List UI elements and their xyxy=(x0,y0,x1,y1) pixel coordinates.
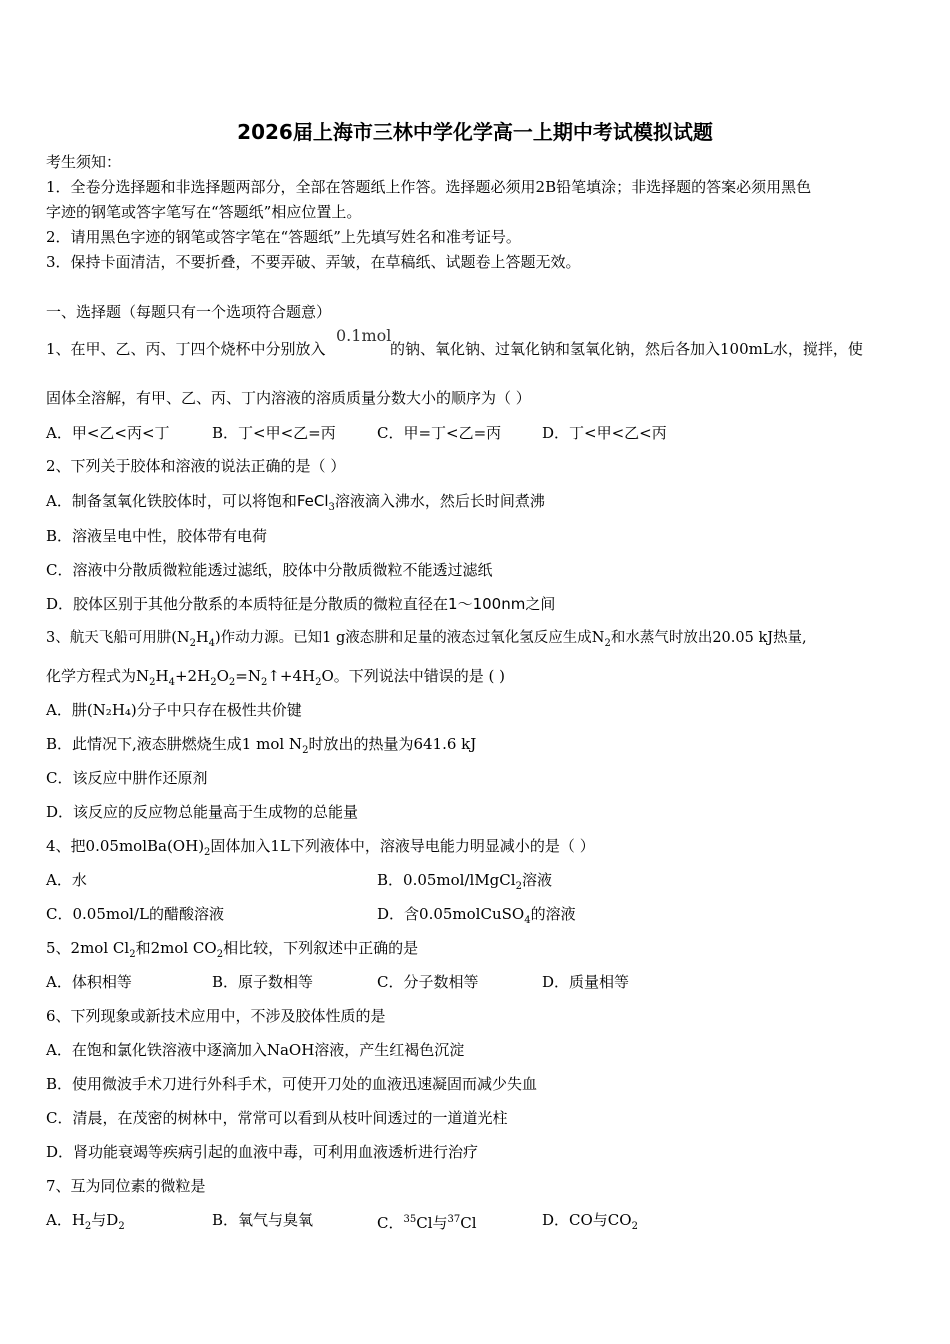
q3-eq-sub6: 2 xyxy=(315,677,322,688)
q4-stem-t1: 4、把0.05molBa(OH) xyxy=(46,837,205,855)
q4-stem-t2: 固体加入1L下列液体中，溶液导电能力明显减小的是（ ） xyxy=(210,837,595,855)
notice-item-1-cont: 字迹的钢笔或答字笔写在“答题纸”相应位置上。 xyxy=(46,203,362,221)
q2-option-a-subscript: 3 xyxy=(328,502,335,513)
q4-option-c: C．0.05mol/L的醋酸溶液 xyxy=(46,905,224,923)
q7-option-a xyxy=(46,1210,125,1237)
q1-stem-cont: 固体全溶解，有甲、乙、丙、丁内溶液的溶质质量分数大小的顺序为（ ） xyxy=(46,389,531,407)
q3-eq-t6: ↑+4H xyxy=(267,667,316,685)
q3-eq-sub5: 2 xyxy=(260,677,268,688)
q7-stem: 7、互为同位素的微粒是 xyxy=(46,1177,206,1195)
q3-eq-t5: =N xyxy=(235,667,261,685)
q1-stem-end: 的钠、氧化钠、过氧化钠和氢氧化钠，然后各加入100mL水，搅拌，使 xyxy=(390,340,863,358)
q3-stem-t1: 3、航天飞船可用肼(N xyxy=(46,630,190,646)
q7-option-c-end: Cl xyxy=(460,1214,477,1232)
q6-option-a: A．在饱和氯化铁溶液中逐滴加入NaOH溶液，产生红褐色沉淀 xyxy=(46,1041,465,1059)
q5-option-c: C．分子数相等 xyxy=(377,973,479,991)
q4-option-a: A．水 xyxy=(46,871,87,889)
q7-option-b: B．氧气与臭氧 xyxy=(212,1211,314,1229)
q4-option-b-t1: B．0.05mol/lMgCl xyxy=(377,871,516,889)
notice-item-3: 3．保持卡面清洁，不要折叠，不要弄破、弄皱，在草稿纸、试题卷上答题无效。 xyxy=(46,253,581,271)
q7-option-d-t1: D．CO与CO xyxy=(542,1211,632,1229)
q2-stem: 2、下列关于胶体和溶液的说法正确的是（ ） xyxy=(46,457,346,475)
q3-eq-sub2: 4 xyxy=(168,677,175,688)
q7-option-c-sup1: 35 xyxy=(403,1214,417,1225)
q2-option-a-formula: FeCl xyxy=(296,492,329,510)
q2-option-a-text-1: A．制备氢氧化铁胶体时，可以将饱和 xyxy=(46,492,297,510)
q5-option-a: A．体积相等 xyxy=(46,973,132,991)
q3-stem xyxy=(46,628,807,654)
q3-stem-sub3: 2 xyxy=(604,637,611,649)
q6-option-b: B．使用微波手术刀进行外科手术，可使开刀处的血液迅速凝固而减少失血 xyxy=(46,1075,538,1093)
q5-stem-t2: 和2mol CO xyxy=(135,939,217,957)
q3-stem-t3: )作动力源。已知1 g液态肼和足量的液态过氧化氢反应生成N xyxy=(214,630,605,646)
q3-eq-t4: O xyxy=(216,667,229,685)
q3-option-b-text-2: 时放出的热量为641.6 kJ xyxy=(308,735,477,753)
q3-option-b xyxy=(46,734,476,761)
q3-option-b-sub: 2 xyxy=(302,745,309,756)
q3-option-c: C．该反应中肼作还原剂 xyxy=(46,769,208,787)
q3-option-a: A．肼(N₂H₄)分子中只存在极性共价键 xyxy=(46,701,302,719)
q5-option-b: B．原子数相等 xyxy=(212,973,314,991)
q3-stem-t4: 和水蒸气时放出20.05 kJ热量, xyxy=(610,630,807,646)
q3-eq-t1: 化学方程式为N xyxy=(46,667,150,685)
q2-option-a-text-2: 溶液滴入沸水，然后长时间煮沸 xyxy=(334,492,545,510)
q1-option-a: A．甲<乙<丙<丁 xyxy=(46,424,170,442)
q5-stem-sub2: 2 xyxy=(216,949,224,960)
q4-option-d-t1: D．含0.05molCuSO xyxy=(377,905,525,923)
q1-option-c: C．甲=丁<乙=丙 xyxy=(377,424,502,442)
q4-option-d xyxy=(377,904,576,931)
q2-option-d xyxy=(46,594,555,614)
q3-eq-sub3: 2 xyxy=(210,677,217,688)
q2-option-d-range: 1～100nm xyxy=(448,595,526,613)
q3-option-d: D．该反应的反应物总能量高于生成物的总能量 xyxy=(46,803,359,821)
q7-option-c-mid: Cl与 xyxy=(416,1214,448,1232)
q3-eq-t7: O。下列说法中错误的是 ( ) xyxy=(321,667,506,685)
q6-option-d: D．肾功能衰竭等疾病引起的血液中毒，可利用血液透析进行治疗 xyxy=(46,1143,479,1161)
q2-option-b: B．溶液呈电中性，胶体带有电荷 xyxy=(46,527,268,545)
q7-option-c-prefix: C． xyxy=(377,1214,404,1232)
q4-option-d-t2: 的溶液 xyxy=(530,905,576,923)
q2-option-d-text-1: D．胶体区别于其他分散系的本质特征是分散质的微粒直径在 xyxy=(46,595,449,613)
q7-option-a-sub1: 2 xyxy=(84,1221,92,1232)
q3-stem-t2: H xyxy=(195,630,209,646)
q5-stem xyxy=(46,938,418,965)
q3-eq-sub1: 2 xyxy=(149,677,156,688)
q7-option-c-sup2: 37 xyxy=(447,1214,461,1225)
q5-stem-t3: 相比较，下列叙述中正确的是 xyxy=(223,939,419,957)
q7-option-a-t1: A．H xyxy=(46,1211,85,1229)
q2-option-d-text-2: 之间 xyxy=(525,595,556,613)
q1-amount: 0.1mol xyxy=(336,326,392,345)
q3-stem-sub2: 4 xyxy=(208,637,215,649)
q3-equation xyxy=(46,666,505,693)
q5-stem-sub1: 2 xyxy=(129,949,136,960)
q1-option-b: B．丁<甲<乙=丙 xyxy=(212,424,336,442)
q7-option-a-t2: 与D xyxy=(91,1211,119,1229)
notice-heading: 考生须知： xyxy=(46,153,122,171)
notice-item-2: 2．请用黑色字迹的钢笔或答字笔在“答题纸”上先填写姓名和准考证号。 xyxy=(46,228,521,246)
page-title: 2026届上海市三林中学化学高一上期中考试模拟试题 xyxy=(237,120,713,144)
q2-option-a xyxy=(46,491,545,518)
q3-eq-t2: H xyxy=(155,667,169,685)
q6-option-c: C．清晨，在茂密的树林中，常常可以看到从枝叶间透过的一道道光柱 xyxy=(46,1109,508,1127)
q3-eq-sub4: 2 xyxy=(228,677,236,688)
q4-stem xyxy=(46,836,595,863)
q1-option-d: D．丁<甲<乙<丙 xyxy=(542,424,667,442)
q3-eq-t3: +2H xyxy=(174,667,211,685)
q4-option-b-t2: 溶液 xyxy=(521,871,552,889)
q7-option-d-sub: 2 xyxy=(631,1221,638,1232)
q4-option-b xyxy=(377,870,552,897)
q4-option-d-sub: 4 xyxy=(524,915,531,926)
q7-option-d xyxy=(542,1210,638,1237)
q7-option-c xyxy=(377,1210,477,1233)
q5-stem-t1: 5、2mol Cl xyxy=(46,939,130,957)
q4-option-b-sub: 2 xyxy=(515,881,522,892)
section-heading: 一、选择题（每题只有一个选项符合题意） xyxy=(46,303,332,321)
q1-stem-start: 1、在甲、乙、丙、丁四个烧杯中分别放入 xyxy=(46,340,326,358)
q7-option-a-sub2: 2 xyxy=(118,1221,125,1232)
q2-option-c: C．溶液中分散质微粒能透过滤纸，胶体中分散质微粒不能透过滤纸 xyxy=(46,561,493,579)
q6-stem: 6、下列现象或新技术应用中，不涉及胶体性质的是 xyxy=(46,1007,386,1025)
notice-item-1: 1．全卷分选择题和非选择题两部分，全部在答题纸上作答。选择题必须用2B铅笔填涂；非选择题的答案必须用黑色 xyxy=(46,178,812,196)
q3-stem-sub1: 2 xyxy=(189,637,196,649)
q3-option-b-text-1: B．此情况下,液态肼燃烧生成1 mol N xyxy=(46,735,303,753)
q5-option-d: D．质量相等 xyxy=(542,973,630,991)
q4-stem-sub: 2 xyxy=(204,847,211,858)
